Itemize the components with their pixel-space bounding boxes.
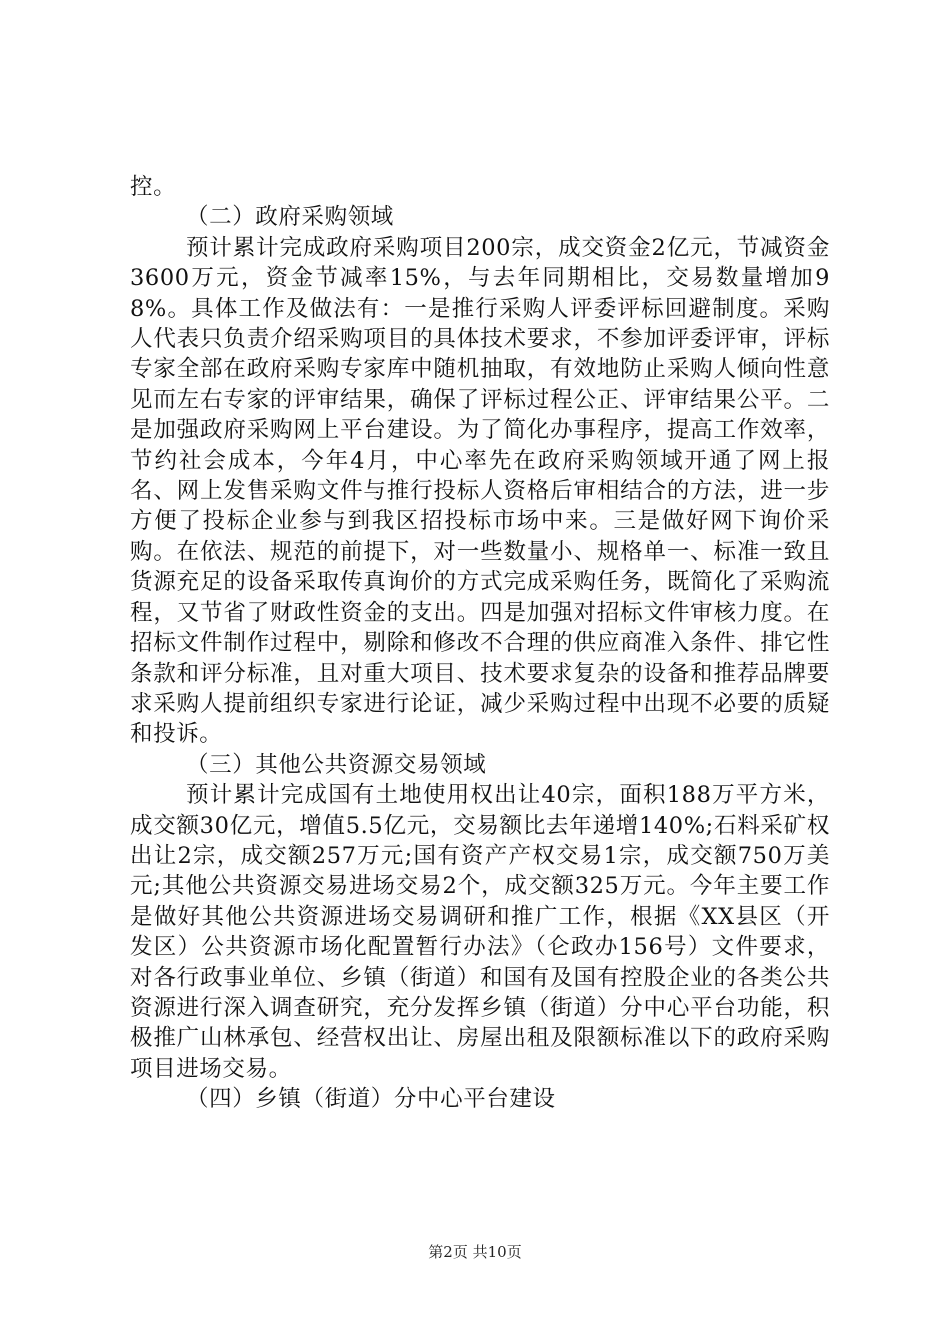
continuation-text: 控。 [130,174,177,200]
section-heading-township-platform: （四）乡镇（街道）分中心平台建设 [186,1086,556,1113]
paragraph-procurement: 预计累计完成政府采购项目200宗，成交资金2亿元，节减资金3600万元，资金节减率15%，与去年同期相比，交易数量增加98%。具体工作及做法有：一是推行采购人评委评标回避制度。采购人代表只负责介绍采购项目的具体技术要求，不参加评委评审，评标专家全部在政府采购专家库中随机抽取，有效地防止采购人倾向性意见而左右专家的评审结果，确保了评标过程公正、评审结果公平。二是加强政府采购网上平台建设。为了简化办事程序，提高工作效率，节约社会成本，今年4月，中心率先在政府采购领域开通了网上报名、网上发售采购文件与推行投标人资格后审相结合的方法，进一步方便了投标企业参与到我区招投标市场中来。三是做好网下询价采购。在依法、规范的前提下，对一些数量小、规格单一、标准一致且货源充足的设备采取传真询价的方式完成采购任务，既简化了采购流程，又节省了财政性资金的支出。四是加强对招标文件审核力度。在招标文件制作过程中，剔除和修改不合理的供应商准入条件、排它性条款和评分标准，且对重大项目、技术要求复杂的设备和推荐品牌要求采购人提前组织专家进行论证，减少采购过程中出现不必要的质疑和投诉。 [130,234,830,748]
document-body [130,172,830,1115]
paragraph-other-resources: 预计累计完成国有土地使用权出让40宗，面积188万平方米，成交额30亿元，增值5.5亿元，交易额比去年递增140%;石料采矿权出让2宗，成交额257万元;国有资产产权交易1宗，成交额750万美元;其他公共资源交易进场交易2个，成交额325万元。今年主要工作是做好其他公共资源进场交易调研和推广工作，根据《XX县区（开发区）公共资源市场化配置暂行办法》（仑政办156号）文件要求，对各行政事业单位、乡镇（街道）和国有及国有控股企业的各类公共资源进行深入调查研究，充分发挥乡镇（街道）分中心平台功能，积极推广山林承包、经营权出让、房屋出租及限额标准以下的政府采购项目进场交易。 [130,782,830,1082]
page-number-footer: 第2页 共10页 [428,1243,522,1261]
section-heading-other-resources: （三）其他公共资源交易领域 [186,751,487,778]
section-heading-procurement: （二）政府采购领域 [186,204,394,231]
